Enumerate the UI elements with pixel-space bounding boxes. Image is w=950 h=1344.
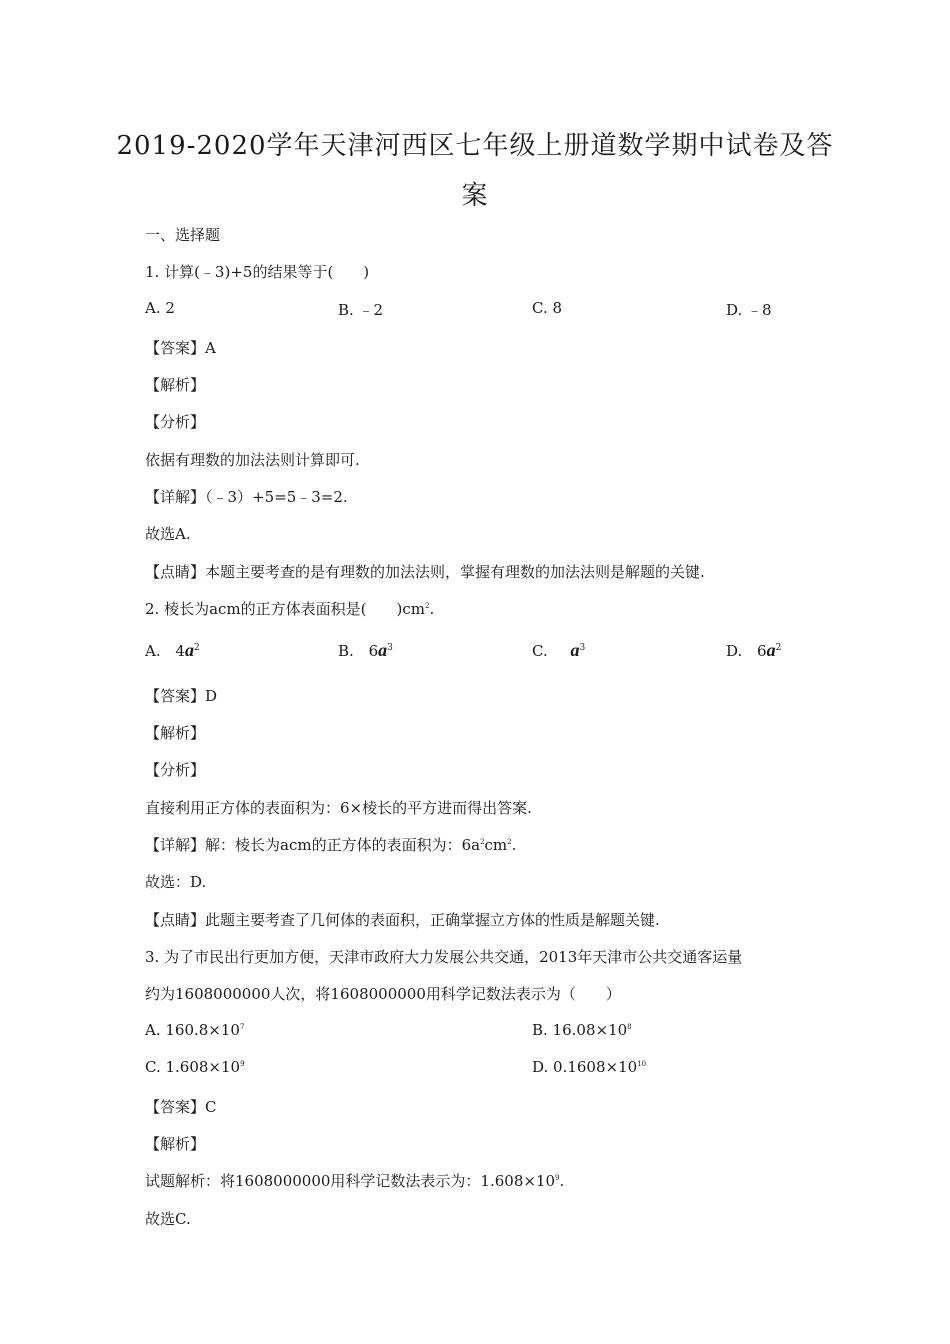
q2-option-d-var: a	[766, 640, 776, 660]
q2-option-d-coef: 6	[757, 642, 767, 660]
q2-option-b	[338, 640, 393, 661]
q3-option-c	[145, 1058, 245, 1076]
q2-jiexi: 【解析】	[145, 724, 206, 742]
q2-option-a-label: A.	[145, 642, 161, 660]
q2-detail-end: .	[511, 836, 517, 854]
q3-option-d-base: D. 0.1608×10	[532, 1058, 638, 1076]
document-title-line-2: 案	[461, 181, 489, 211]
q2-stem-superscript: 2	[424, 602, 430, 610]
q1-comment: 【点睛】本题主要考查的是有理数的加法法则，掌握有理数的加法法则是解题的关键.	[145, 563, 705, 581]
q3-option-c-base: C. 1.608×10	[145, 1058, 241, 1076]
q2-answer: 【答案】D	[145, 687, 218, 705]
q2-option-c-label: C.	[532, 642, 548, 660]
q3-choose: 故选C.	[145, 1210, 191, 1228]
q2-stem	[145, 598, 434, 619]
q3-jiexi: 【解析】	[145, 1135, 206, 1153]
q2-option-a-exp: 2	[193, 643, 200, 653]
q3-option-d	[532, 1058, 646, 1076]
q2-option-d-exp: 2	[775, 643, 782, 653]
q2-fenxi: 【分析】	[145, 761, 206, 779]
q3-stem-line-2: 约为1608000000人次，将1608000000用科学记数法表示为（ ）	[145, 985, 621, 1003]
q2-option-c-exp: 3	[579, 643, 586, 653]
q2-option-d	[726, 640, 781, 661]
q2-option-b-coef: 6	[368, 642, 379, 660]
q2-detail-unit: cm	[484, 836, 508, 854]
q2-detail	[145, 834, 516, 855]
q2-stem-text: 2. 棱长为acm的正方体表面积是( )cm	[145, 600, 425, 618]
q2-fenxi-text: 直接利用正方体的表面积为：6×棱长的平方进而得出答案.	[145, 799, 532, 817]
q3-stem-line-1: 3. 为了市民出行更加方便，天津市政府大力发展公共交通，2013年天津市公共交通客运量	[145, 948, 743, 966]
q3-option-a-exp: 7	[239, 1023, 245, 1031]
q1-option-b: B. ﹣2	[338, 301, 384, 319]
q2-option-a-var: a	[184, 640, 194, 660]
q2-comment: 【点睛】此题主要考查了几何体的表面积，正确掌握立方体的性质是解题关键.	[145, 911, 660, 929]
q2-option-c-var: a	[570, 640, 580, 660]
q2-detail-text: 【详解】解：棱长为acm的正方体的表面积为：6a	[145, 836, 481, 854]
q1-detail: 【详解】（﹣3）+5=5﹣3=2.	[145, 488, 348, 506]
q2-choose: 故选：D.	[145, 873, 207, 891]
q3-option-a-base: A. 160.8×10	[145, 1021, 240, 1039]
q2-stem-end: .	[429, 600, 435, 618]
q2-detail-sup-1: 2	[480, 838, 485, 846]
q3-answer: 【答案】C	[145, 1098, 217, 1116]
q2-option-c	[532, 640, 585, 661]
q3-option-d-exp: 10	[637, 1060, 647, 1068]
q3-option-b-exp: 8	[627, 1023, 632, 1031]
q3-detail-end: .	[559, 1172, 565, 1190]
q1-option-c: C. 8	[532, 299, 563, 317]
q1-option-d: D. ﹣8	[726, 301, 772, 319]
q2-option-d-label: D.	[726, 642, 743, 660]
q2-option-a-coef: 4	[175, 642, 185, 660]
q1-stem: 1. 计算(﹣3)+5的结果等于( )	[145, 263, 370, 281]
q1-fenxi: 【分析】	[145, 413, 206, 431]
q3-detail-text: 试题解析：将1608000000用科学记数法表示为：1.608×10	[145, 1172, 556, 1190]
q3-option-b-base: B. 16.08×10	[532, 1021, 628, 1039]
section-heading: 一、选择题	[145, 226, 221, 244]
document-title-line-1: 2019-2020学年天津河西区七年级上册道数学期中试卷及答	[116, 131, 834, 161]
q3-detail	[145, 1170, 564, 1191]
q3-detail-sup: 9	[555, 1174, 560, 1182]
q2-option-b-var: a	[378, 640, 388, 660]
q1-jiexi: 【解析】	[145, 376, 206, 394]
q1-option-a: A. 2	[145, 299, 175, 317]
q3-option-a	[145, 1021, 244, 1039]
q2-option-b-exp: 3	[387, 643, 393, 653]
q2-option-a	[145, 640, 200, 661]
q1-choose: 故选A.	[145, 525, 191, 543]
q2-option-b-label: B.	[338, 642, 354, 660]
q1-fenxi-text: 依据有理数的加法法则计算即可.	[145, 451, 360, 469]
q1-answer: 【答案】A	[145, 339, 216, 357]
q3-option-b	[532, 1021, 632, 1039]
q2-detail-sup-2: 2	[507, 838, 512, 846]
q3-option-c-exp: 9	[240, 1060, 245, 1068]
